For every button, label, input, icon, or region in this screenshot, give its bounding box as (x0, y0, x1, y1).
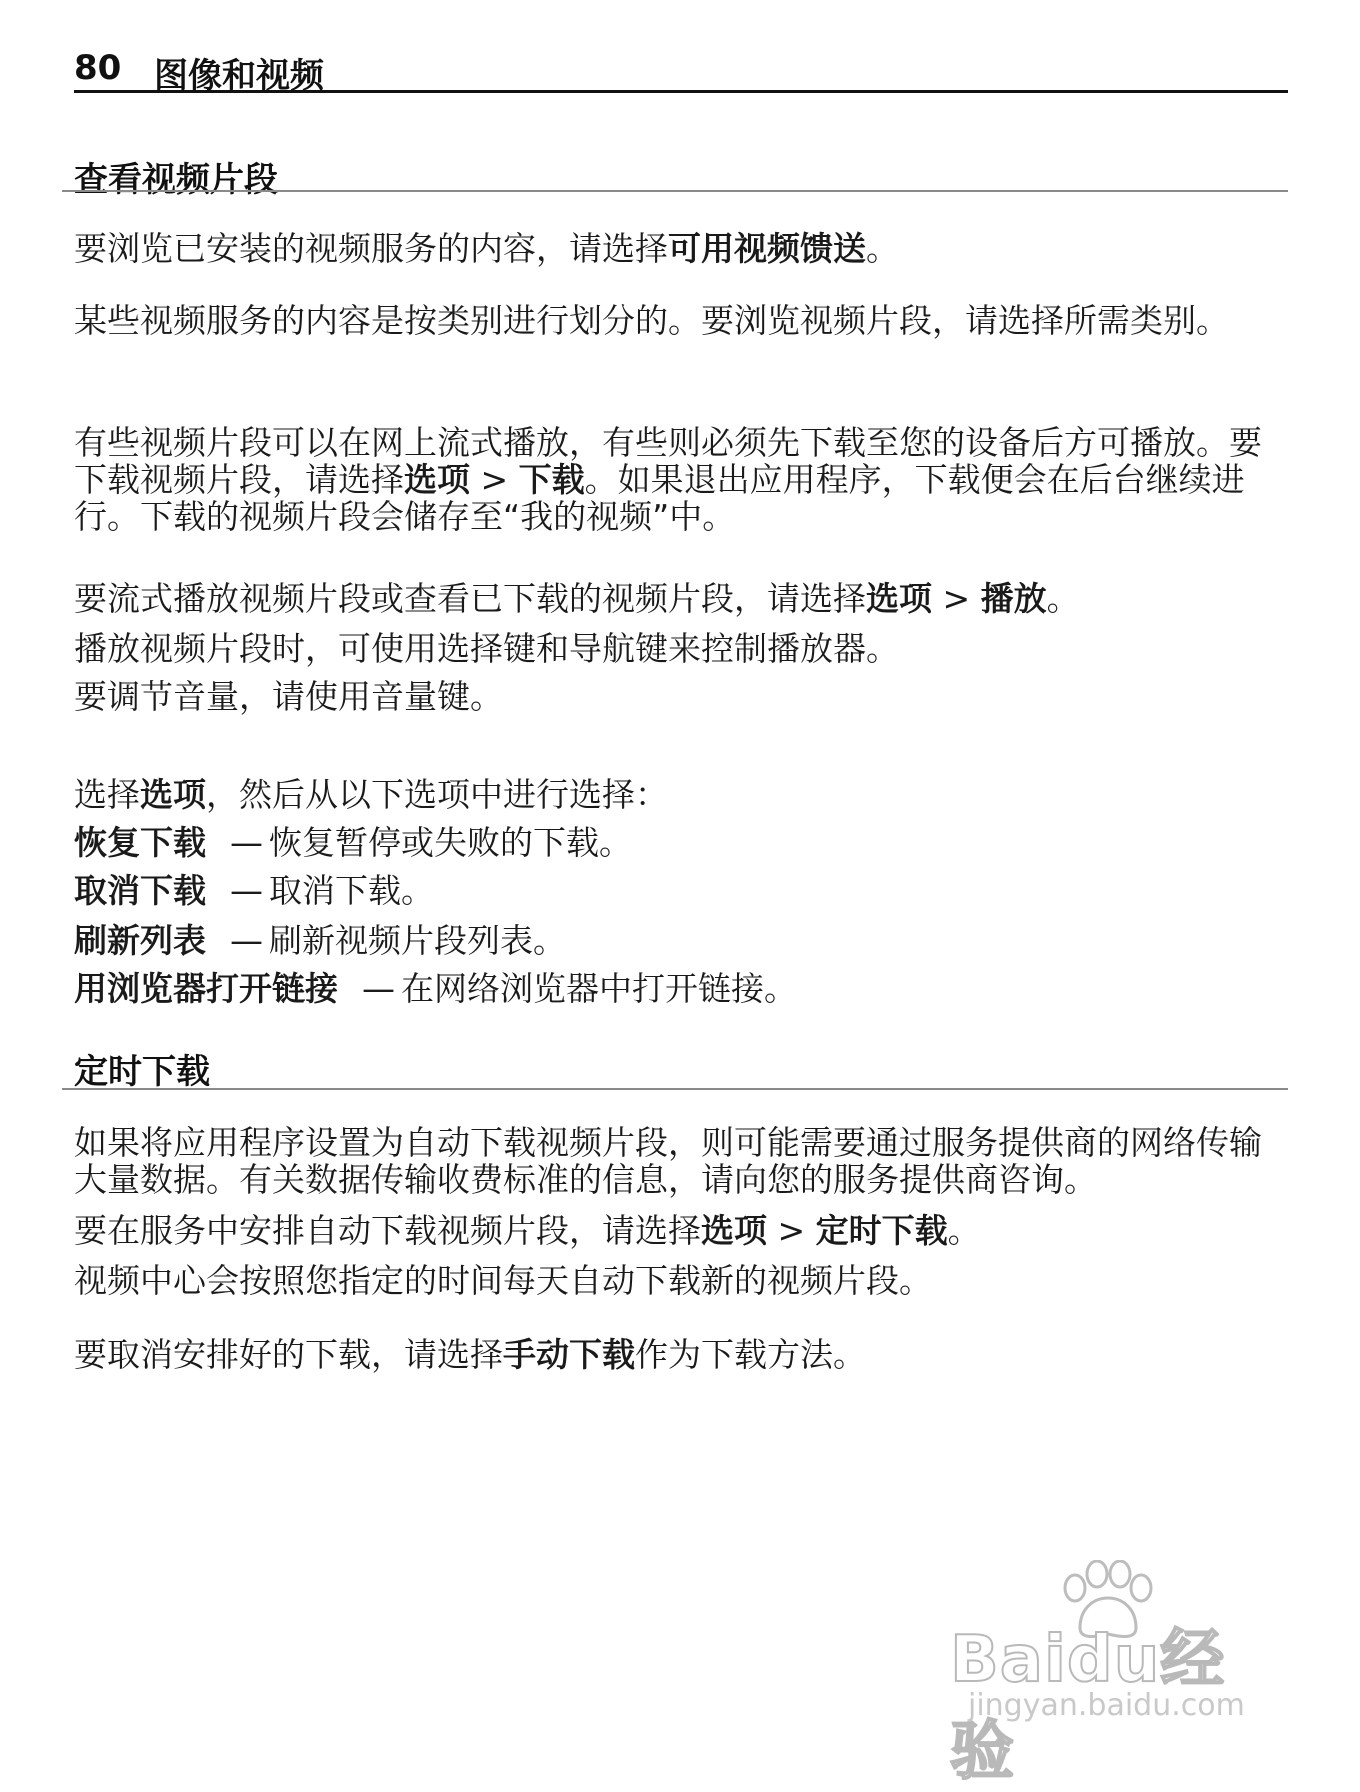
ui-term: 播放 (980, 579, 1047, 618)
paragraph: 视频中心会按照您指定的时间每天自动下载新的视频片段。 (74, 1261, 932, 1300)
watermark-brand: Baidu经验 (950, 1623, 1226, 1789)
option-item: 恢复下载 — 恢复暂停或失败的下载。 (74, 823, 632, 862)
paragraph: 有些视频片段可以在网上流式播放，有些则必须先下载至您的设备后方可播放。要下载视频片段，请选择选项 > 下载。如果退出应用程序，下载便会在后台继续进行。下载的视频片段会储存至“我的视频”中。 (74, 423, 1262, 536)
baidu-watermark (950, 1560, 1280, 1789)
section-title-scheduled-download: 定时下载 (74, 1052, 210, 1092)
paragraph: 选择选项，然后从以下选项中进行选择： (74, 775, 668, 814)
paragraph: 要调节音量，请使用音量键。 (74, 677, 503, 716)
chapter-title: 图像和视频 (154, 56, 324, 96)
watermark-url: jingyan.baidu.com (968, 1688, 1245, 1723)
section-divider (62, 1088, 1288, 1090)
paragraph: 某些视频服务的内容是按类别进行划分的。要浏览视频片段，请选择所需类别。 (74, 301, 1229, 340)
ui-term: 选项 (140, 775, 206, 814)
paragraph: 要流式播放视频片段或查看已下载的视频片段，请选择选项 > 播放。 (74, 579, 1080, 618)
page-number: 80 (74, 48, 122, 88)
ui-term: 可用视频馈送 (668, 229, 866, 268)
option-item: 用浏览器打开链接 — 在网络浏览器中打开链接。 (74, 969, 797, 1008)
paragraph: 要取消安排好的下载，请选择手动下载作为下载方法。 (74, 1335, 866, 1374)
option-item: 取消下载 — 取消下载。 (74, 871, 434, 910)
ui-term: 选项 (404, 460, 470, 499)
paragraph: 要浏览已安装的视频服务的内容，请选择可用视频馈送。 (74, 229, 899, 268)
ui-term: 选项 (701, 1211, 767, 1250)
paragraph: 要在服务中安排自动下载视频片段，请选择选项 > 定时下载。 (74, 1211, 981, 1250)
section-title-view-clips: 查看视频片段 (74, 160, 278, 200)
ui-term: 下载 (518, 460, 585, 499)
option-desc: 取消下载。 (269, 871, 434, 910)
paragraph: 播放视频片段时，可使用选择键和导航键来控制播放器。 (74, 629, 899, 668)
paragraph: 如果将应用程序设置为自动下载视频片段，则可能需要通过服务提供商的网络传输大量数据。有关数据传输收费标准的信息，请向您的服务提供商咨询。 (74, 1123, 1262, 1199)
page-header (74, 40, 1288, 96)
option-name: 取消下载 (74, 871, 206, 910)
option-desc: 刷新视频片段列表。 (269, 921, 566, 960)
section-divider (62, 190, 1288, 192)
option-name: 恢复下载 (74, 823, 206, 862)
option-name: 刷新列表 (74, 921, 206, 960)
option-desc: 恢复暂停或失败的下载。 (269, 823, 632, 862)
ui-term: 选项 (866, 579, 932, 618)
ui-term: 定时下载 (815, 1211, 948, 1250)
ui-term: 手动下载 (503, 1335, 635, 1374)
option-item: 刷新列表 — 刷新视频片段列表。 (74, 921, 566, 960)
option-name: 用浏览器打开链接 (74, 969, 338, 1008)
option-desc: 在网络浏览器中打开链接。 (401, 969, 797, 1008)
